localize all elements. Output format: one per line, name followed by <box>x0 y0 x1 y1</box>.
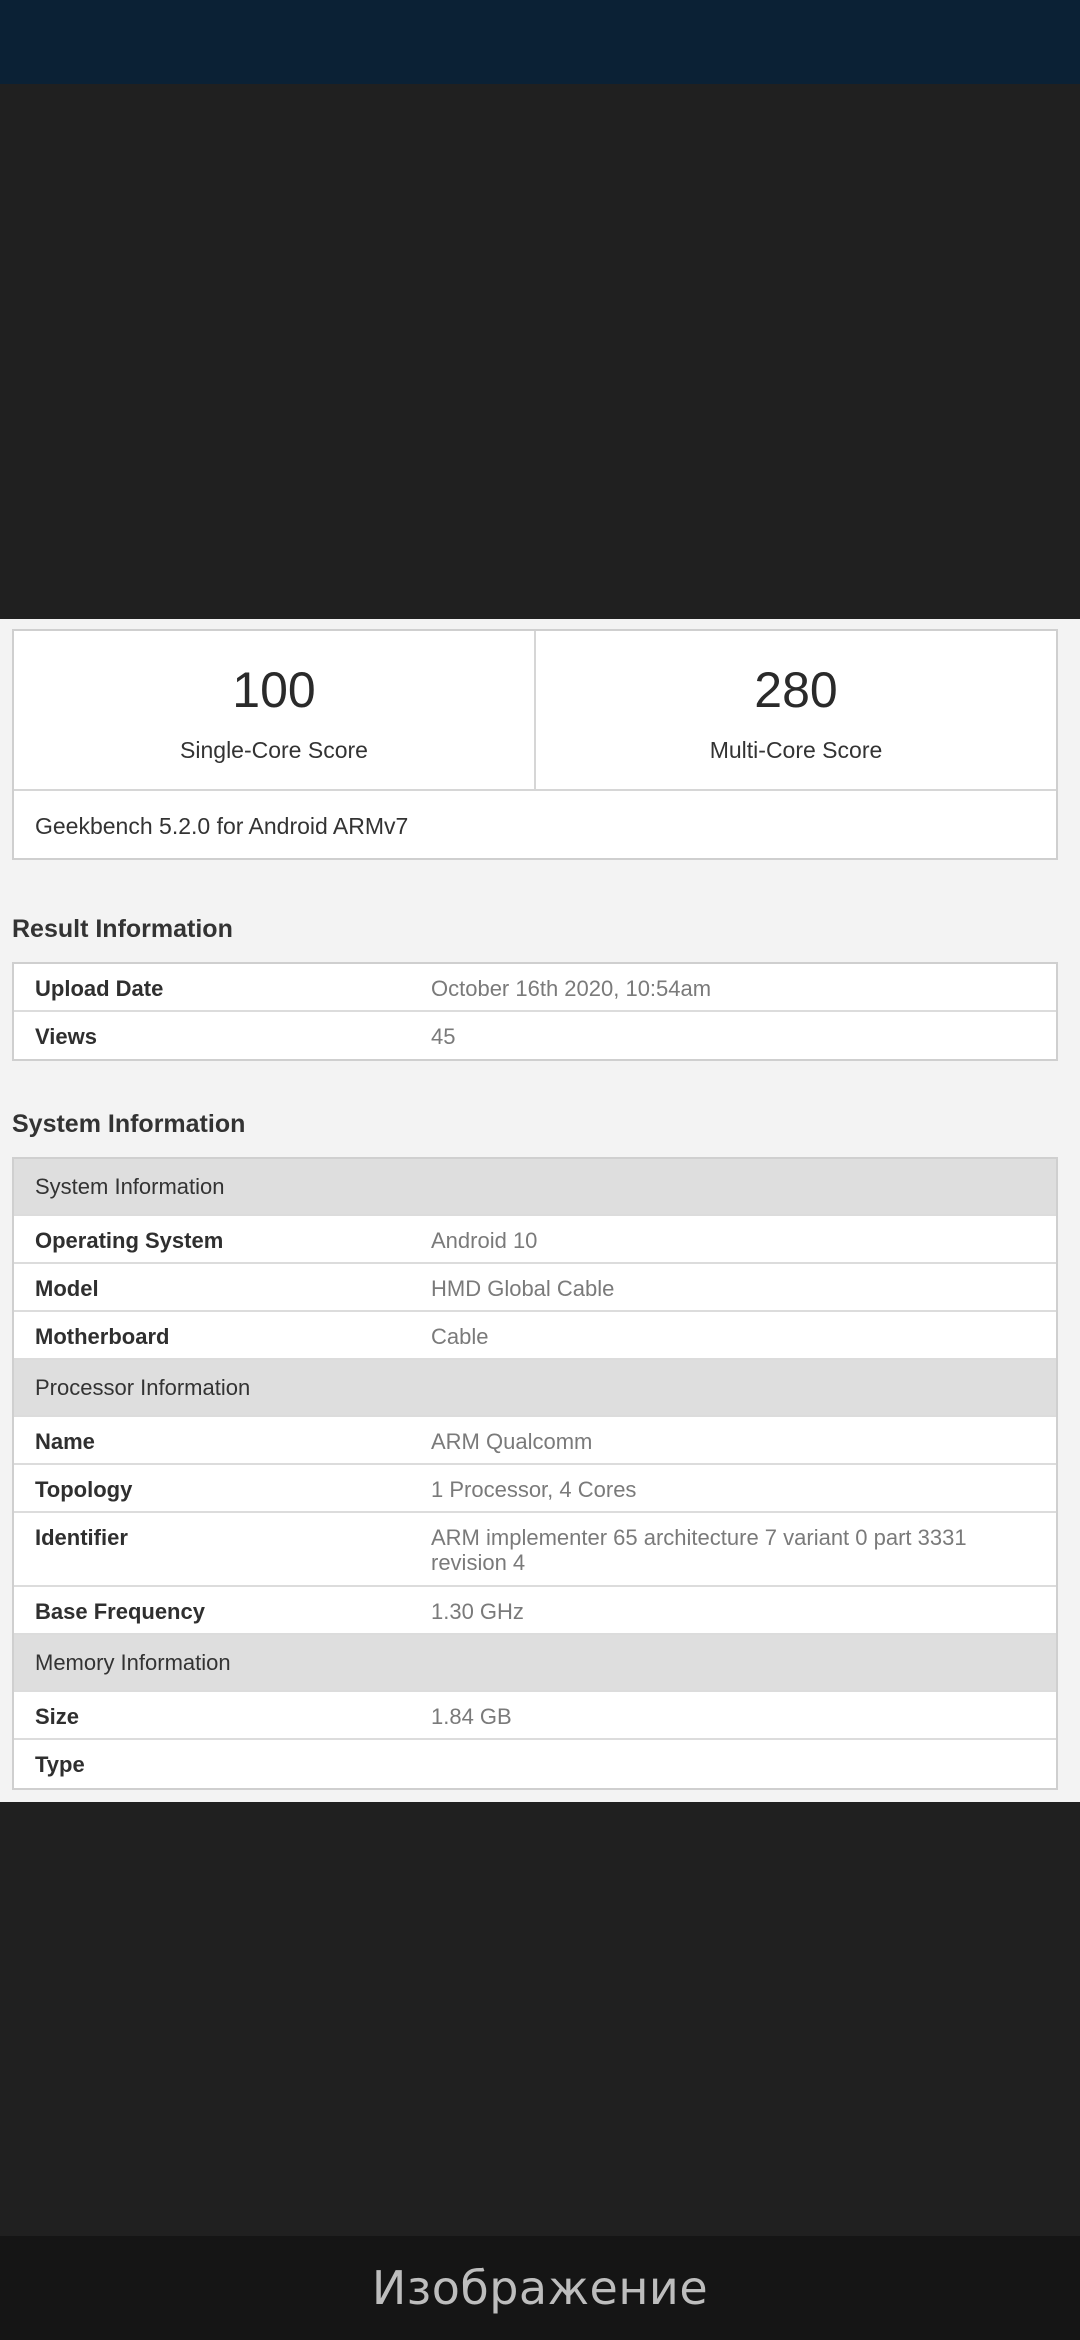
row-value: 1.30 GHz <box>431 1599 524 1624</box>
result-information-title: Result Information <box>12 915 233 943</box>
section-header-label: Processor Information <box>35 1374 251 1400</box>
single-core-score-label: Single-Core Score <box>180 737 368 763</box>
section-header-processor <box>14 1360 1056 1417</box>
row-key: Operating System <box>35 1228 224 1253</box>
row-key: Motherboard <box>35 1324 170 1349</box>
table-row-processor-name <box>14 1417 1056 1465</box>
row-value: Android 10 <box>431 1228 538 1253</box>
viewer-backdrop-top <box>0 84 1080 619</box>
row-key: Size <box>35 1704 80 1729</box>
row-key: Type <box>35 1752 85 1777</box>
row-value: 45 <box>431 1024 456 1049</box>
multi-core-score <box>536 631 1056 789</box>
system-information-title: System Information <box>12 1110 246 1138</box>
viewer-title: Изображение <box>371 2261 709 2315</box>
section-header-system <box>14 1159 1056 1216</box>
table-row-base-frequency <box>14 1587 1056 1635</box>
table-row-views <box>14 1012 1056 1059</box>
row-value: October 16th 2020, 10:54am <box>431 976 712 1001</box>
single-core-score-value: 100 <box>232 662 316 718</box>
result-information-table <box>12 962 1058 1061</box>
row-value: Cable <box>431 1324 489 1349</box>
row-value: 1.84 GB <box>431 1704 512 1729</box>
row-key: Views <box>35 1024 97 1049</box>
viewer-backdrop-bottom <box>0 1802 1080 2236</box>
row-key: Identifier <box>35 1525 128 1550</box>
table-row-operating-system <box>14 1216 1056 1264</box>
row-value: ARM Qualcomm <box>431 1429 593 1454</box>
status-bar <box>0 0 1080 84</box>
table-row-identifier <box>14 1513 1056 1587</box>
table-row-memory-size <box>14 1692 1056 1740</box>
benchmark-version: Geekbench 5.2.0 for Android ARMv7 <box>35 813 409 839</box>
score-card <box>12 629 1058 860</box>
table-row-topology <box>14 1465 1056 1513</box>
row-value: HMD Global Cable <box>431 1276 615 1301</box>
row-key: Topology <box>35 1477 133 1502</box>
row-key: Upload Date <box>35 976 164 1001</box>
row-key: Model <box>35 1276 99 1301</box>
row-value <box>431 1740 1056 1752</box>
geekbench-result-image <box>0 619 1080 1802</box>
system-information-table <box>12 1157 1058 1790</box>
table-row-memory-type <box>14 1740 1056 1788</box>
section-header-label: Memory Information <box>35 1649 231 1675</box>
multi-core-score-label: Multi-Core Score <box>709 737 883 763</box>
table-row-motherboard <box>14 1312 1056 1360</box>
row-key: Base Frequency <box>35 1599 205 1624</box>
table-row-upload-date <box>14 964 1056 1012</box>
section-header-label: System Information <box>35 1173 225 1199</box>
score-row <box>14 631 1056 791</box>
viewer-bottom-bar[interactable] <box>0 2236 1080 2340</box>
table-row-model <box>14 1264 1056 1312</box>
section-header-memory <box>14 1635 1056 1692</box>
single-core-score <box>14 631 536 789</box>
row-value: ARM implementer 65 architecture 7 variant 0 part 3331 revision 4 <box>431 1525 967 1575</box>
row-key: Name <box>35 1429 95 1454</box>
row-value: 1 Processor, 4 Cores <box>431 1477 637 1502</box>
multi-core-score-value: 280 <box>754 662 838 718</box>
